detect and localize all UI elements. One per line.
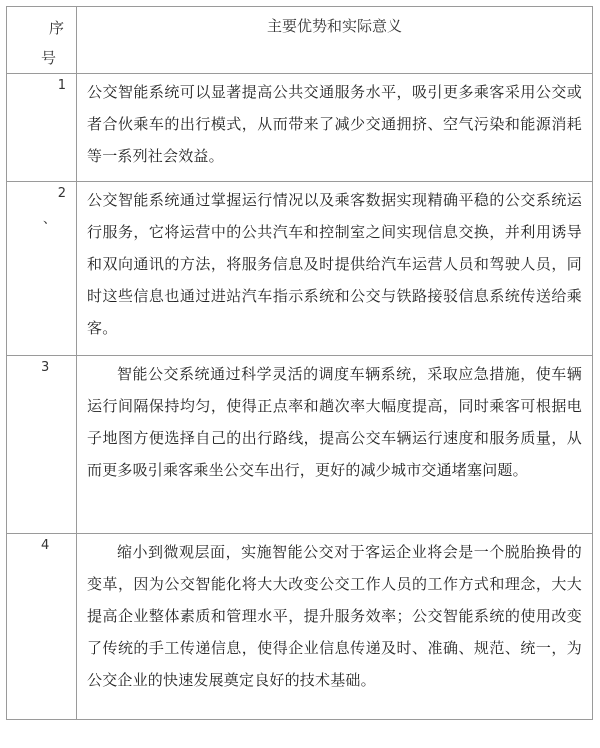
row-number-cell [7, 74, 77, 182]
row-number-mark: 、 [43, 212, 57, 227]
row-number-cell [7, 534, 77, 720]
row-text: 智能公交系统通过科学灵活的调度车辆系统，采取应急措施，使车辆运行间隔保持均匀，使得正点率和趟次率大幅度提高，同时乘客可根据电子地图方便选择自己的出行路线，提高公交车辆运行速度和服务质量，从而更多吸引乘客乘坐公交车出行，更好的减少城市交通堵塞问题。 [77, 356, 593, 534]
table-row [7, 534, 593, 720]
row-text: 公交智能系统可以显著提高公共交通服务水平，吸引更多乘客采用公交或者合伙乘车的出行模式，从而带来了减少交通拥挤、空气污染和能源消耗等一系列社会效益。 [77, 74, 593, 182]
table-row [7, 74, 593, 182]
header-number-char-1: 序 [49, 19, 65, 37]
table-header-row [7, 7, 593, 74]
table-row [7, 356, 593, 534]
table-row [7, 182, 593, 356]
row-number: 4 [41, 538, 50, 553]
header-number-char-2: 号 [41, 49, 57, 67]
header-number-cell [7, 7, 77, 74]
header-title-cell: 主要优势和实际意义 [77, 7, 593, 74]
row-text: 公交智能系统通过掌握运行情况以及乘客数据实现精确平稳的公交系统运行服务，它将运营中的公共汽车和控制室之间实现信息交换，并利用诱导和双向通讯的方法，将服务信息及时提供给汽车运营人员和驾驶人员，同时这些信息也通过进站汽车指示系统和公交与铁路接驳信息系统传送给乘客。 [77, 182, 593, 356]
row-text: 缩小到微观层面，实施智能公交对于客运企业将会是一个脱胎换骨的变革，因为公交智能化将大大改变公交工作人员的工作方式和理念，大大提高企业整体素质和管理水平，提升服务效率；公交智能系统的使用改变了传统的手工传递信息，使得企业信息传递及时、准确、规范、统一，为公交企业的快速发展奠定良好的技术基础。 [77, 534, 593, 720]
advantages-table [6, 6, 593, 720]
row-number: 1 [57, 78, 66, 93]
row-number-cell [7, 356, 77, 534]
row-number: 3 [41, 360, 50, 375]
row-number: 2 [57, 186, 66, 201]
row-number-cell [7, 182, 77, 356]
